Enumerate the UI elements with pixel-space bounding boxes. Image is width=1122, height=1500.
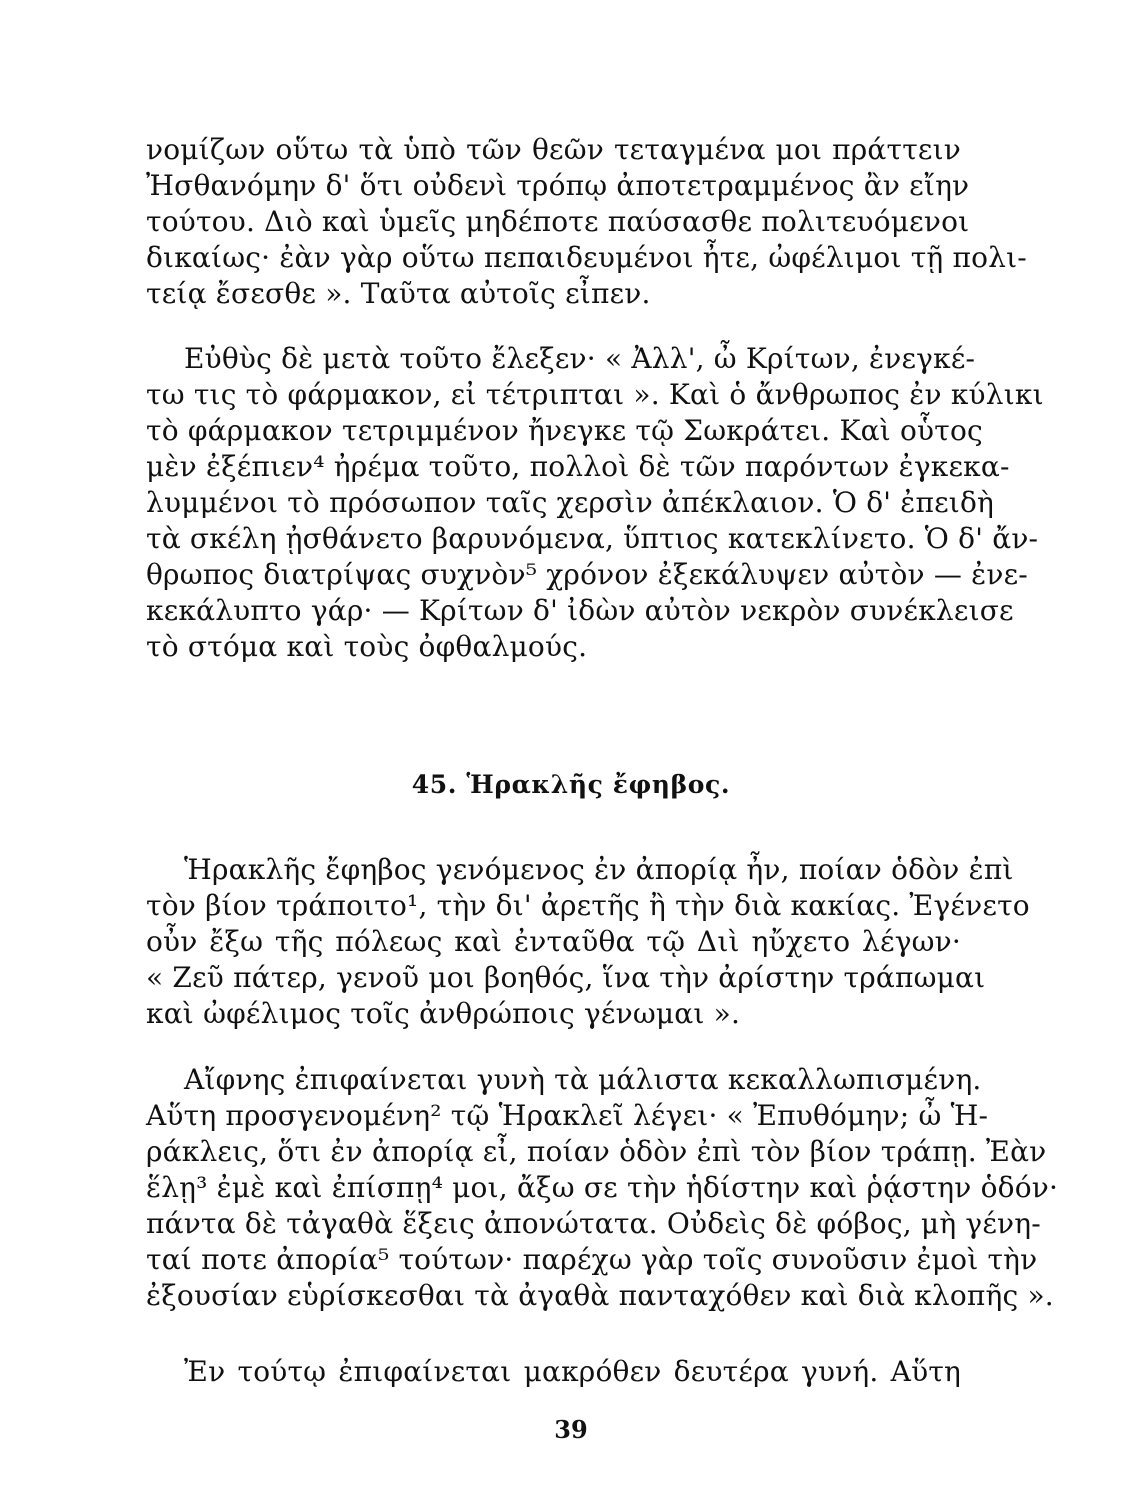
- text-line: οὖν ἔξω τῆς πόλεως καὶ ἐνταῦθα τῷ Διὶ ηὔχετο λέγων·: [146, 925, 961, 958]
- text-line: Ἡρακλῆς ἔφηβος γενόμενος ἐν ἀπορίᾳ ἦν, ποίαν ὁδὸν ἐπὶ: [184, 853, 1014, 886]
- text-line: μὲν ἐξέπιεν⁴ ἠρέμα τοῦτο, πολλοὶ δὲ τῶν παρόντων ἐγκεκα-: [146, 450, 1010, 483]
- text-line: Αἴφνης ἐπιφαίνεται γυνὴ τὰ μάλιστα κεκαλλωπισμένη.: [184, 1063, 982, 1096]
- text-line: λυμμένοι τὸ πρόσωπον ταῖς χερσὶν ἀπέκλαιον. Ὁ δ' ἐπειδὴ: [146, 486, 995, 519]
- paragraph-1: [146, 132, 1027, 312]
- text-line: τὸ στόμα καὶ τοὺς ὀφθαλμούς.: [146, 630, 588, 663]
- text-line: ἕλῃ³ ἐμὲ καὶ ἐπίσπῃ⁴ μοι, ἄξω σε τὴν ἡδίστην καὶ ῥᾴστην ὁδόν·: [146, 1171, 1059, 1204]
- section-heading: 45. Ἡρακλῆς ἔφηβος.: [411, 770, 731, 799]
- text-line: τείᾳ ἔσεσθε ». Ταῦτα αὐτοῖς εἶπεν.: [146, 277, 651, 310]
- text-line: Αὕτη προσγενομένη² τῷ Ἡρακλεῖ λέγει· « Ἐπυθόμην; ὦ Ἡ-: [146, 1099, 989, 1132]
- text-line: τούτου. Διὸ καὶ ὑμεῖς μηδέποτε παύσασθε πολιτευόμενοι: [146, 205, 970, 238]
- text-line: καὶ ὠφέλιμος τοῖς ἀνθρώποις γένωμαι ».: [146, 997, 741, 1030]
- page-number: 39: [554, 1415, 588, 1444]
- text-line: Εὐθὺς δὲ μετὰ τοῦτο ἔλεξεν· « Ἀλλ', ὦ Κρίτων, ἐνεγκέ-: [184, 342, 976, 375]
- text-line: θρωπος διατρίψας συχνὸν⁵ χρόνον ἐξεκάλυψεν αὐτὸν — ἐνε-: [146, 558, 1028, 591]
- text-line: ἐξουσίαν εὑρίσκεσθαι τὰ ἀγαθὰ πανταχόθεν καὶ διὰ κλοπῆς ».: [146, 1279, 1054, 1312]
- text-line: τὸ φάρμακον τετριμμένον ἤνεγκε τῷ Σωκράτει. Καὶ οὗτος: [146, 414, 983, 447]
- text-line: κεκάλυπτο γάρ· — Κρίτων δ' ἰδὼν αὐτὸν νεκρὸν συνέκλεισε: [146, 594, 1014, 627]
- text-line: δικαίως· ἐὰν γὰρ οὕτω πεπαιδευμένοι ἦτε, ὠφέλιμοι τῇ πολι-: [146, 241, 1027, 274]
- text-line: Ἠσθανόμην δ' ὅτι οὐδενὶ τρόπῳ ἀποτετραμμένος ἂν εἴην: [146, 169, 970, 202]
- text-line: ταί ποτε ἀπορία⁵ τούτων· παρέχω γὰρ τοῖς συνοῦσιν ἐμοὶ τὴν: [146, 1243, 1038, 1276]
- paragraph-3: [146, 852, 1030, 1032]
- text-line: νομίζων οὕτω τὰ ὑπὸ τῶν θεῶν τεταγμένα μοι πράττειν: [146, 133, 961, 166]
- paragraph-5: [146, 1354, 961, 1390]
- text-line: ράκλεις, ὅτι ἐν ἀπορίᾳ εἶ, ποίαν ὁδὸν ἐπὶ τὸν βίον τράπῃ. Ἐὰν: [146, 1135, 1047, 1168]
- text-line: τὸν βίον τράποιτο¹, τὴν δι' ἀρετῆς ἢ τὴν διὰ κακίας. Ἐγένετο: [146, 889, 1030, 922]
- text-line: τω τις τὸ φάρμακον, εἰ τέτριπται ». Καὶ ὁ ἄνθρωπος ἐν κύλικι: [146, 378, 1044, 411]
- text-line: « Ζεῦ πάτερ, γενοῦ μοι βοηθός, ἵνα τὴν ἀρίστην τράπωμαι: [146, 961, 986, 994]
- paragraph-4: [146, 1062, 1059, 1314]
- text-line: τὰ σκέλη ᾐσθάνετο βαρυνόμενα, ὕπτιος κατεκλίνετο. Ὁ δ' ἄν-: [146, 522, 1039, 555]
- text-line: Ἐν τούτῳ ἐπιφαίνεται μακρόθεν δευτέρα γυνή. Αὕτη: [184, 1355, 961, 1388]
- paragraph-2: [146, 341, 1044, 665]
- text-line: πάντα δὲ τἀγαθὰ ἕξεις ἀπονώτατα. Οὐδεὶς δὲ φόβος, μὴ γένη-: [146, 1207, 1041, 1240]
